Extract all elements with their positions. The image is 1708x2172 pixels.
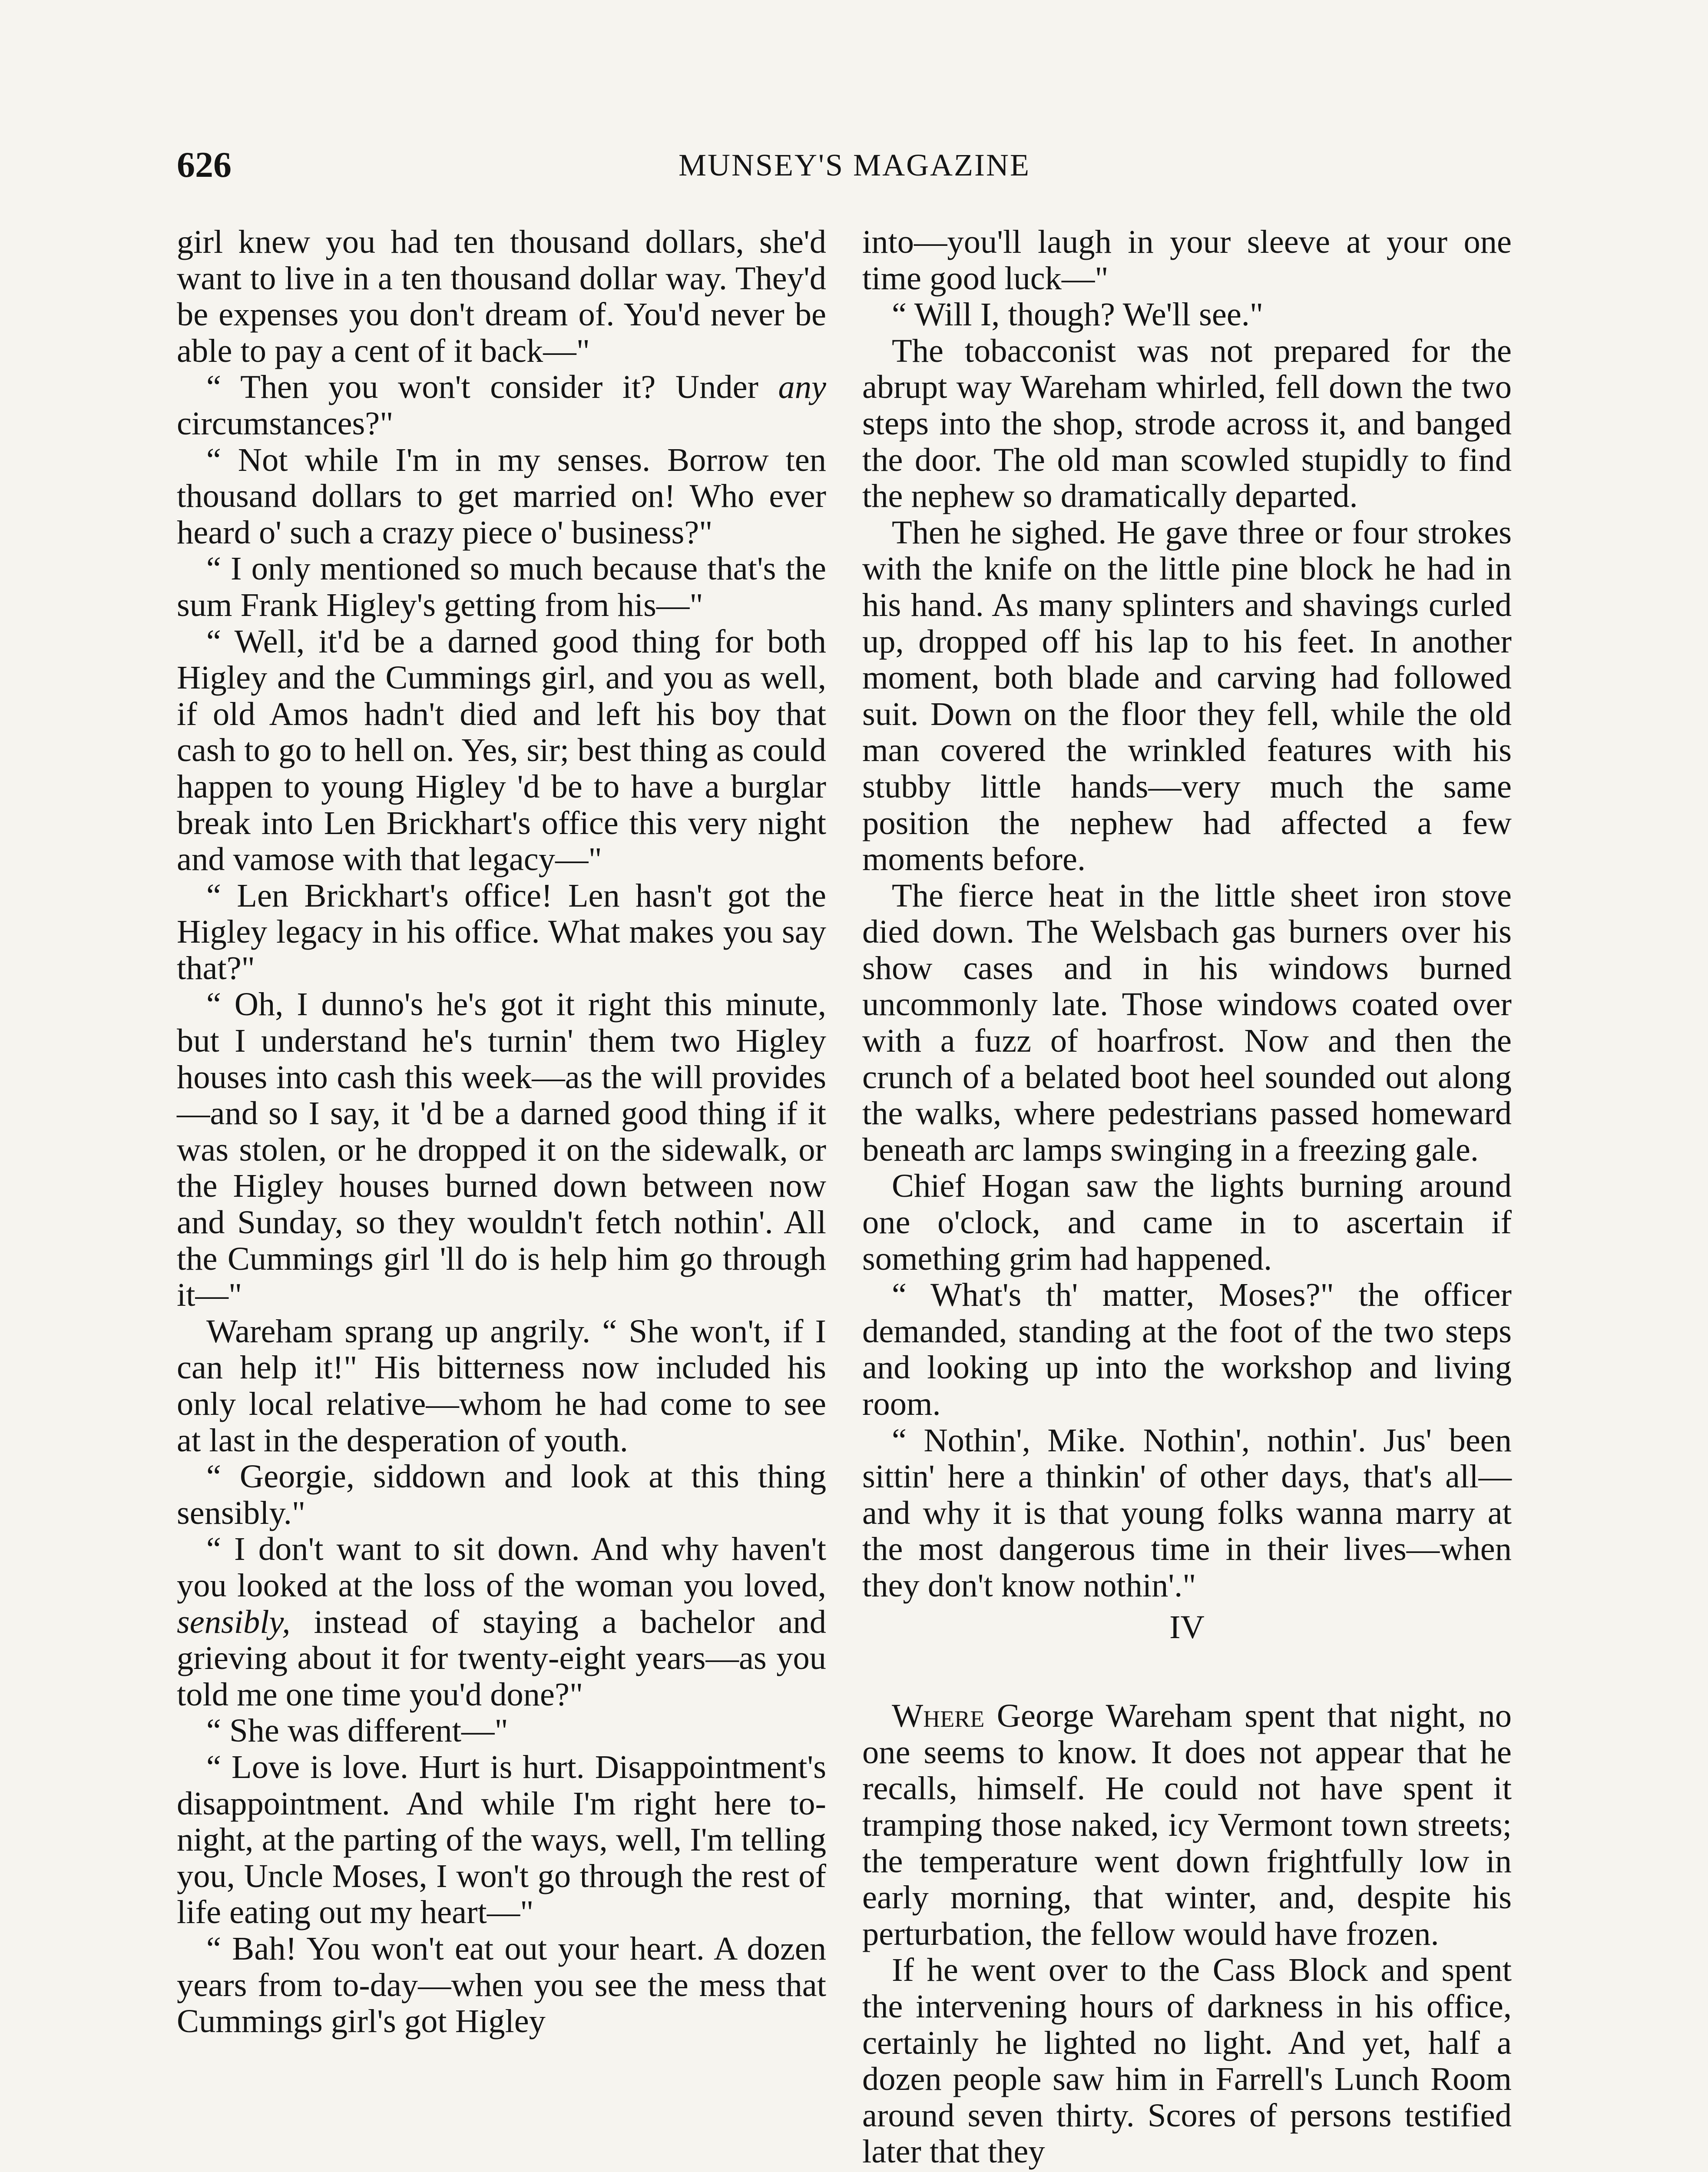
- page-number: 626: [177, 145, 232, 185]
- text-run: instead of staying a bachelor and grieving about it for twenty-eight years—as you told me one time you'd done?": [177, 1603, 826, 1713]
- small-caps-lead: Where: [892, 1697, 985, 1735]
- paragraph: [862, 1698, 1512, 1952]
- paragraph: “ Bah! You won't eat out your heart. A dozen years from to-day—when you see the mess that Cummings girl's got Higley: [177, 1930, 826, 2040]
- paragraph: “ Will I, though? We'll see.": [892, 296, 1264, 333]
- paragraph: girl knew you had ten thousand dollars, she'd want to live in a ten thousand dollar way. They'd be expenses you don't dream of. You'd never be able to pay a cent of it back—": [177, 223, 826, 369]
- paragraph: Wareham sprang up angrily. “ She won't, if I can help it!" His bitterness now included his only local relative—whom he had come to see at last in the desperation of youth.: [177, 1312, 826, 1459]
- text-run: George Wareham spent that night, no one seems to know. It does not appear that he recalls, himself. He could not have spent it tramping those naked, icy Vermont town streets; the temperature went down frightfully low in early morning, that winter, and, despite his perturbation, the fellow would have frozen.: [862, 1697, 1512, 1952]
- paragraph: “ Len Brickhart's office! Len hasn't got the Higley legacy in his office. What makes you say that?": [177, 877, 826, 987]
- page-header: [177, 143, 1532, 187]
- paragraph: “ Oh, I dunno's he's got it right this minute, but I understand he's turnin' them two Higley houses into cash this week—as the will provides—and so I say, it 'd be a darned good thing if it was stolen, or he dropped it on the sidewalk, or the Higley houses burned down between now and Sunday, so they wouldn't fetch nothin'. All the Cummings girl 'll do is help him go through it—": [177, 986, 826, 1314]
- emphasized-text: any: [778, 368, 827, 406]
- running-title: MUNSEY'S MAGAZINE: [679, 148, 1030, 182]
- paragraph: into—you'll laugh in your sleeve at your one time good luck—": [862, 223, 1512, 297]
- paragraph: The tobacconist was not prepared for the abrupt way Wareham whirled, fell down the two steps into the shop, strode across it, and banged the door. The old man scowled stupidly to find the nephew so dramatically departed.: [862, 332, 1512, 515]
- paragraph: “ She was different—": [206, 1712, 508, 1749]
- paragraph: Chief Hogan saw the lights burning around one o'clock, and came in to ascertain if something grim had happened.: [862, 1167, 1512, 1277]
- section-heading: IV: [1169, 1608, 1205, 1646]
- paragraph: [177, 1531, 826, 1712]
- left-column: [177, 224, 826, 2040]
- paragraph: [177, 369, 826, 441]
- paragraph: “ Georgie, siddown and look at this thing sensibly.": [177, 1458, 826, 1531]
- paragraph: “ Love is love. Hurt is hurt. Disappointment's disappointment. And while I'm right here to-night, at the parting of the ways, well, I'm telling you, Uncle Moses, I won't go through the rest of life eating out my heart—": [177, 1748, 826, 1931]
- emphasized-text: sensibly,: [177, 1603, 291, 1640]
- text-run: “ Then you won't consider it? Under: [206, 368, 759, 406]
- paragraph: “ I only mentioned so much because that's the sum Frank Higley's getting from his—": [177, 550, 826, 623]
- paragraph: If he went over to the Cass Block and spent the intervening hours of darkness in his office, certainly he lighted no light. And yet, half a dozen people saw him in Farrell's Lunch Room around seven thirty. Scores of persons testified later that they: [862, 1951, 1512, 2170]
- paragraph: “ Nothin', Mike. Nothin', nothin'. Jus' been sittin' here a thinkin' of other days, that's all—and why it is that young folks wanna marry at the most dangerous time in their lives—when they don't know nothin'.": [862, 1421, 1512, 1604]
- paragraph: “ What's th' matter, Moses?" the officer demanded, standing at the foot of the two steps and looking up into the workshop and living room.: [862, 1276, 1512, 1422]
- paragraph: Then he sighed. He gave three or four strokes with the knife on the little pine block he had in his hand. As many splinters and shavings curled up, dropped off his lap to his feet. In another moment, both blade and carving had followed suit. Down on the floor they fell, while the old man covered the wrinkled features with his stubby little hands—very much the same position the nephew had affected a few moments before.: [862, 513, 1512, 878]
- text-run: circumstances?": [177, 404, 394, 442]
- text-run: “ I don't want to sit down. And why haven't you looked at the loss of the woman you loved,: [177, 1530, 826, 1604]
- paragraph: “ Well, it'd be a darned good thing for both Higley and the Cummings girl, and you as well, if old Amos hadn't died and left his boy that cash to go to hell on. Yes, sir; best thing as could happen to young Higley 'd be to have a burglar break into Len Brickhart's office this very night and vamose with that legacy—": [177, 622, 826, 878]
- right-column: [862, 224, 1512, 2170]
- paragraph: The fierce heat in the little sheet iron stove died down. The Welsbach gas burners over his show cases and in his windows burned uncommonly late. Those windows coated over with a fuzz of hoarfrost. Now and then the crunch of a belated boot heel sounded out along the walks, where pedestrians passed homeward beneath arc lamps swinging in a freezing gale.: [862, 877, 1512, 1168]
- paragraph: “ Not while I'm in my senses. Borrow ten thousand dollars to get married on! Who ever heard o' such a crazy piece o' business?": [177, 441, 826, 551]
